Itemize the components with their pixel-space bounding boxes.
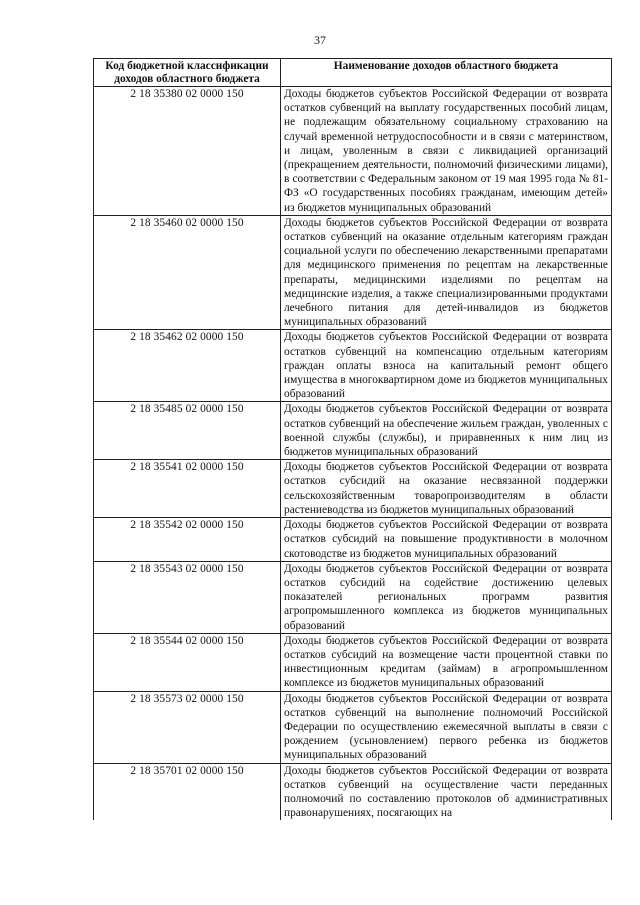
- table-row: [94, 691, 612, 763]
- code-column-header: Код бюджетной классификации доходов областного бюджета: [94, 59, 281, 87]
- revenue-name-cell: Доходы бюджетов субъектов Российской Федерации от возврата остатков субсидий на возмещение части процентной ставки по инвестиционным кредитам (займам) в агропромышленном комплексе из бюджетов муниципальных образований: [281, 633, 612, 691]
- classification-code-cell: 2 18 35543 02 0000 150: [94, 561, 281, 633]
- classification-code-cell: 2 18 35544 02 0000 150: [94, 633, 281, 691]
- table-row: [94, 633, 612, 691]
- name-column-header: Наименование доходов областного бюджета: [281, 59, 612, 87]
- revenue-name-cell: Доходы бюджетов субъектов Российской Федерации от возврата остатков субсидий на повышение продуктивности в молочном скотоводстве из бюджетов муниципальных образований: [281, 518, 612, 562]
- revenue-name-cell: Доходы бюджетов субъектов Российской Федерации от возврата остатков субсидий на оказание несвязанной поддержки сельскохозяйственным товаропроизводителям в области растениеводства из бюджетов муниципальных образований: [281, 460, 612, 518]
- table-row: [94, 561, 612, 633]
- table-row: [94, 763, 612, 820]
- budget-revenue-table: [93, 58, 612, 820]
- revenue-name-cell: Доходы бюджетов субъектов Российской Федерации от возврата остатков субвенций на обеспечение жильем граждан, уволенных с военной службы (службы), и приравненных к ним лиц из бюджетов муниципальных образований: [281, 402, 612, 460]
- classification-code-cell: 2 18 35485 02 0000 150: [94, 402, 281, 460]
- table-row: [94, 460, 612, 518]
- revenue-name-cell: Доходы бюджетов субъектов Российской Федерации от возврата остатков субвенций на осуществление части переданных полномочий по составлению протоколов об административных правонарушениях, посягающих на: [281, 763, 612, 820]
- classification-code-cell: 2 18 35542 02 0000 150: [94, 518, 281, 562]
- table-row: [94, 518, 612, 562]
- classification-code-cell: 2 18 35380 02 0000 150: [94, 87, 281, 216]
- revenue-name-cell: Доходы бюджетов субъектов Российской Федерации от возврата остатков субвенций на выполнение полномочий Российской Федерации по осуществлению ежемесячной выплаты в связи с рождением (усыновлением) первого ребенка из бюджетов муниципальных образований: [281, 691, 612, 763]
- table-header-row: [94, 59, 612, 87]
- classification-code-cell: 2 18 35541 02 0000 150: [94, 460, 281, 518]
- page-number: 37: [314, 33, 326, 47]
- revenue-name-cell: Доходы бюджетов субъектов Российской Федерации от возврата остатков субвенций на оказание отдельным категориям граждан социальной услуги по обеспечению лекарственными препаратами для медицинского применения по рецептам на лекарственные препараты, медицинскими изделиями по рецептам на медицинские изделия, а также специализированными продуктами лечебного питания для детей-инвалидов из бюджетов муниципальных образований: [281, 215, 612, 330]
- classification-code-cell: 2 18 35701 02 0000 150: [94, 763, 281, 820]
- table-row: [94, 87, 612, 216]
- revenue-name-cell: Доходы бюджетов субъектов Российской Федерации от возврата остатков субвенций на компенсацию отдельным категориям граждан оплаты взноса на капитальный ремонт общего имущества в многоквартирном доме из бюджетов муниципальных образований: [281, 330, 612, 402]
- classification-code-cell: 2 18 35462 02 0000 150: [94, 330, 281, 402]
- classification-code-cell: 2 18 35573 02 0000 150: [94, 691, 281, 763]
- revenue-name-cell: Доходы бюджетов субъектов Российской Федерации от возврата остатков субвенций на выплату государственных пособий лицам, не подлежащим обязательному социальному страхованию на случай временной нетрудоспособности и в связи с материнством, и лицам, уволенным в связи с ликвидацией организаций (прекращением деятельности, полномочий физическими лицами), в соответствии с Федеральным законом от 19 мая 1995 года № 81-ФЗ «О государственных пособиях гражданам, имеющим детей» из бюджетов муниципальных образований: [281, 87, 612, 216]
- table-row: [94, 215, 612, 330]
- table-row: [94, 330, 612, 402]
- revenue-name-cell: Доходы бюджетов субъектов Российской Федерации от возврата остатков субсидий на содействие достижению целевых показателей региональных программ развития агропромышленного комплекса из бюджетов муниципальных образований: [281, 561, 612, 633]
- classification-code-cell: 2 18 35460 02 0000 150: [94, 215, 281, 330]
- table-row: [94, 402, 612, 460]
